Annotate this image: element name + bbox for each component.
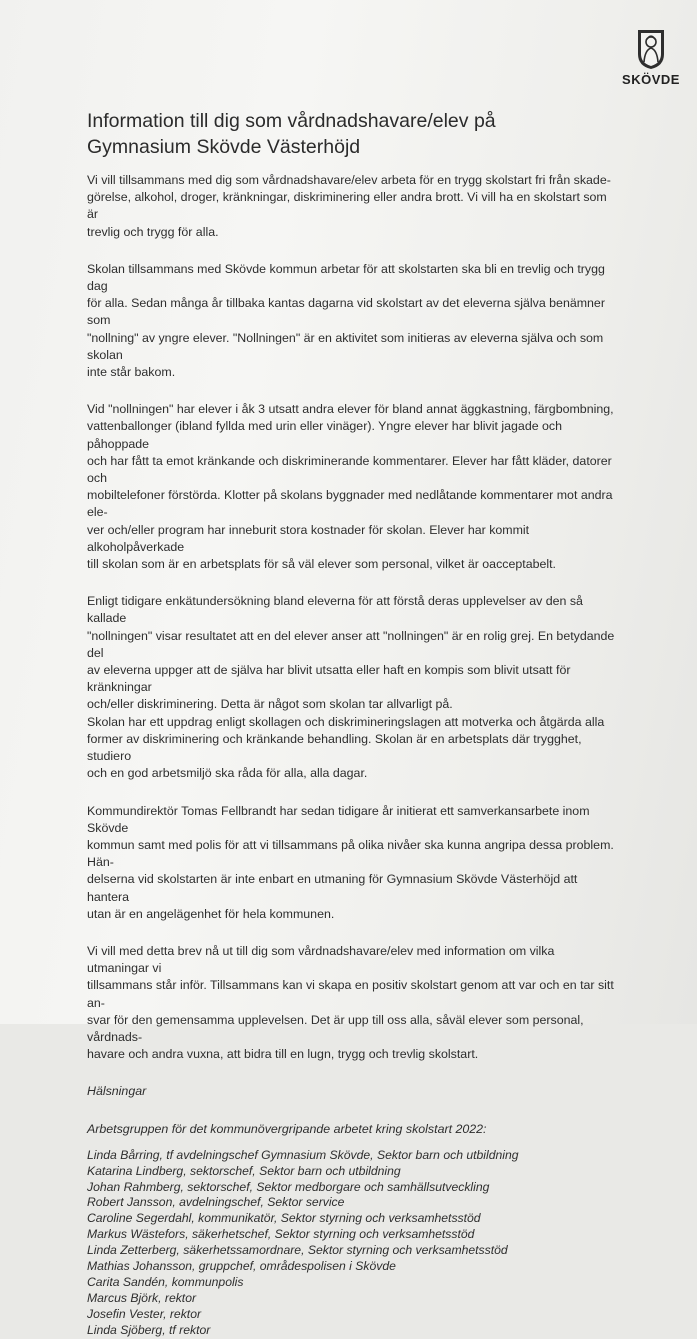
text-line: ver och/eller program har inneburit stora kostnader för skolan. Elever har kommit alkoholpåverkade bbox=[87, 522, 530, 554]
text-line: former av diskriminering och kränkande behandling. Skolan är en arbetsplats där trygghet, studiero bbox=[87, 731, 582, 764]
text-line: havare och andra vuxna, att bidra till en lugn, trygg och trevlig skolstart. bbox=[87, 1047, 479, 1062]
text-line: vattenballonger (ibland fyllda med urin eller vinäger). Yngre elever har blivit jagade och påhoppade bbox=[87, 419, 563, 451]
text-line: tillsammans står inför. Tillsammans kan vi skapa en positiv skolstart genom att var och en tar sitt an- bbox=[87, 978, 614, 1010]
text-line: mobiltelefoner förstörda. Klotter på skolans byggnader med nedlåtande kommentarer mot andra ele- bbox=[87, 488, 613, 520]
paragraph-survey bbox=[87, 593, 617, 782]
paragraph-intro bbox=[87, 172, 617, 241]
letter-title bbox=[87, 108, 607, 160]
title-line: Gymnasium Skövde Västerhöjd bbox=[87, 136, 361, 158]
member-item: Linda Zetterberg, säkerhetssamordnare, Sektor styrning och verksamhetsstöd bbox=[87, 1243, 508, 1258]
skovde-logo bbox=[622, 28, 680, 98]
member-item: Marcus Björk, rektor bbox=[87, 1290, 197, 1305]
member-item: Linda Bårring, tf avdelningschef Gymnasium Skövde, Sektor barn och utbildning bbox=[87, 1147, 519, 1162]
group-heading: Arbetsgruppen för det kommunövergripande arbetet kring skolstart 2022: bbox=[87, 1121, 487, 1136]
member-item: Mathias Johansson, gruppchef, områdespolisen i Skövde bbox=[87, 1259, 396, 1274]
text-line: trevlig och trygg för alla. bbox=[87, 224, 219, 239]
member-item: Robert Jansson, avdelningschef, Sektor service bbox=[87, 1195, 345, 1210]
text-line: till skolan som är en arbetsplats för så väl elever som personal, vilket är oacceptabelt. bbox=[87, 557, 556, 572]
text-line: kommun samt med polis för att vi tillsammans på olika nivåer ska kunna angripa dessa problem. Hän- bbox=[87, 837, 614, 870]
member-item: Caroline Segerdahl, kommunikatör, Sektor styrning och verksamhetsstöd bbox=[87, 1211, 481, 1226]
member-list bbox=[87, 1148, 617, 1339]
text-line: "nollning" av yngre elever. "Nollningen" är en aktivitet som initieras av eleverna själva och som skolan bbox=[87, 330, 604, 362]
text-line: av eleverna uppger att de själva har blivit utsatta eller haft en kompis som blivit utsatt för kränkningar bbox=[87, 663, 571, 695]
text-line: utan är en angelägenhet för hela kommunen. bbox=[87, 906, 335, 921]
member-item: Markus Wästefors, säkerhetschef, Sektor styrning och verksamhetsstöd bbox=[87, 1227, 475, 1242]
member-item: Johan Rahmberg, sektorschef, Sektor medborgare och samhällsutveckling bbox=[87, 1179, 490, 1194]
text-line: Vi vill tillsammans med dig som vårdnadshavare/elev arbeta för en trygg skolstart fri från skade- bbox=[87, 173, 611, 187]
text-line: Skolan har ett uppdrag enligt skollagen och diskrimineringslagen att motverka och åtgärda alla bbox=[87, 714, 605, 729]
text-line: inte står bakom. bbox=[87, 365, 176, 380]
member-item: Linda Sjöberg, tf rektor bbox=[87, 1322, 211, 1337]
paragraph-background bbox=[87, 261, 617, 381]
member-item: Carita Sandén, kommunpolis bbox=[87, 1275, 244, 1289]
paragraph-collaboration bbox=[87, 803, 617, 923]
paragraph-incidents bbox=[87, 401, 617, 573]
letter-body bbox=[87, 172, 617, 1339]
text-line: Enligt tidigare enkätundersökning bland eleverna för att förstå deras upplevelser av den så kallade bbox=[87, 594, 583, 626]
text-line: Vid "nollningen" har elever i åk 3 utsatt andra elever för bland annat äggkastning, färgbombning, bbox=[87, 402, 614, 417]
text-line: "nollningen" visar resultatet att en del elever anser att "nollningen" är en rolig grej. En betydande del bbox=[87, 628, 615, 660]
text-line: svar för den gemensamma upplevelsen. Det är upp till oss alla, såväl elever som personal, vårdnads- bbox=[87, 1012, 584, 1044]
text-line: Kommundirektör Tomas Fellbrandt har sedan tidigare år initierat ett samverkansarbete inom Skövde bbox=[87, 803, 590, 835]
text-line: och/eller diskriminering. Detta är något som skolan tar allvarligt på. bbox=[87, 697, 453, 712]
member-item: Josefin Vester, rektor bbox=[87, 1306, 202, 1321]
greeting: Hälsningar bbox=[87, 1084, 147, 1099]
text-line: görelse, alkohol, droger, kränkningar, diskriminering eller andra brott. Vi vill ha en skolstart som är bbox=[87, 190, 607, 222]
coat-of-arms-icon bbox=[636, 28, 666, 70]
text-line: delserna vid skolstarten är inte enbart en utmaning för Gymnasium Skövde Västerhöjd att hantera bbox=[87, 872, 578, 904]
text-line: och har fått ta emot kränkande och diskriminerande kommentarer. Elever har fått kläder, datorer och bbox=[87, 453, 612, 486]
text-line: för alla. Sedan många år tillbaka kantas dagarna vid skolstart av det eleverna själva benämner som bbox=[87, 296, 605, 328]
paragraph-closing bbox=[87, 943, 617, 1063]
text-line: Skolan tillsammans med Skövde kommun arbetar för att skolstarten ska bli en trevlig och trygg dag bbox=[87, 261, 605, 294]
member-item: Katarina Lindberg, sektorschef, Sektor barn och utbildning bbox=[87, 1163, 401, 1178]
text-line: Vi vill med detta brev nå ut till dig som vårdnadshavare/elev med information om vilka utmaningar vi bbox=[87, 943, 555, 976]
text-line: och en god arbetsmiljö ska råda för alla, alla dagar. bbox=[87, 766, 368, 781]
logo-wordmark: SKÖVDE bbox=[622, 72, 680, 87]
title-line: Information till dig som vårdnadshavare/elev på bbox=[87, 110, 496, 132]
